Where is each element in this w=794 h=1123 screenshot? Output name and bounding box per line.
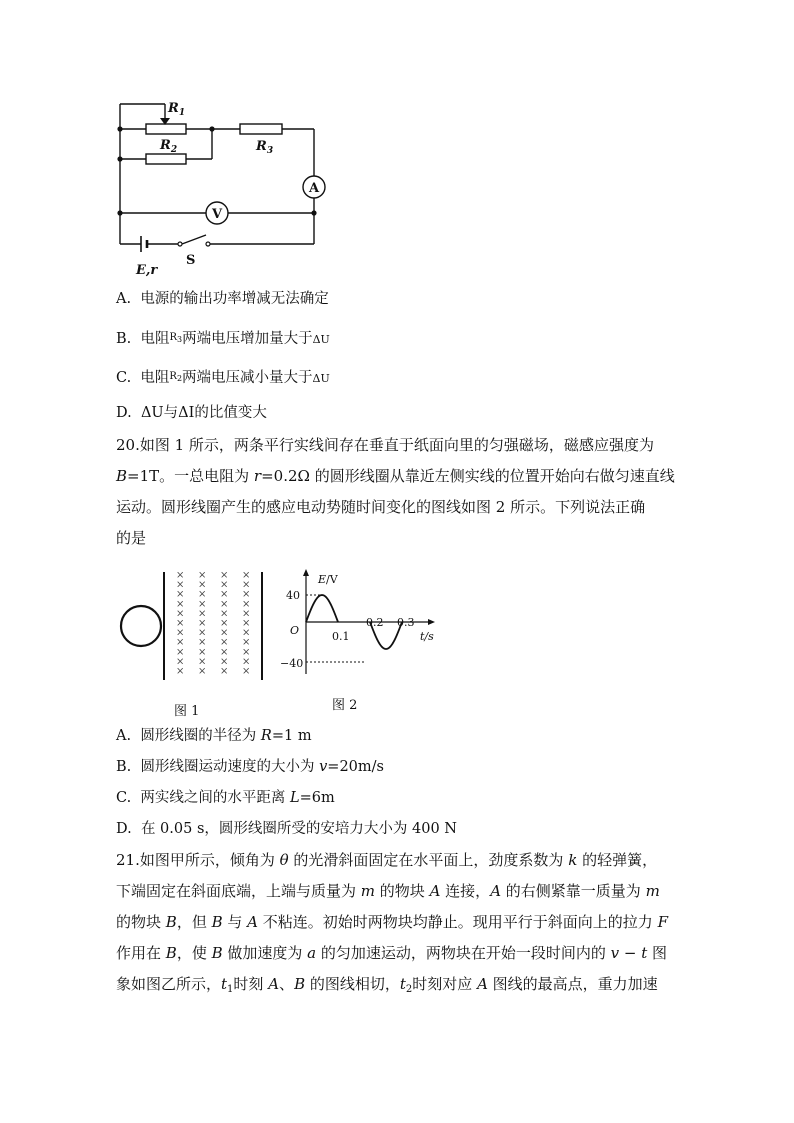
r1-resistor — [146, 124, 186, 134]
field-cross-mark: × — [242, 570, 251, 581]
field-cross-mark: × — [176, 589, 185, 601]
q19-option-c: C. 电阻$^R$2两端电压减小量大于ΔU — [116, 370, 330, 386]
field-cross-mark: × — [176, 637, 185, 649]
svg-text:E/V: E/V — [318, 573, 338, 586]
field-cross-mark: × — [220, 627, 229, 639]
q20-option-d: D. 在 0.05 s，圆形线圈所受的安培力大小为 400 N — [116, 821, 457, 837]
field-cross-mark: × — [220, 570, 229, 581]
field-cross-mark: × — [220, 666, 229, 677]
x-tick-0.1: 0.1 — [332, 630, 350, 643]
q20-line-4: 的是 — [116, 529, 147, 547]
q20-line-1: 20.如图 1 所示，两条平行实线间存在垂直于纸面向里的匀强磁场，磁感应强度为 — [116, 436, 654, 454]
q21-line-5: 象如图乙所示，$t_1$时刻 A、B 的图线相切，$t_2$时刻对应 A 图线的最高点，重力加速 — [116, 975, 658, 995]
field-cross-mark: × — [242, 646, 251, 658]
svg-text:R3: $R_3$ — [256, 139, 274, 156]
field-cross-mark: × — [220, 598, 229, 610]
field-cross-mark: × — [176, 570, 185, 581]
q21-line-1: 21.如图甲所示，倾角为 θ 的光滑斜面固定在水平面上，劲度系数为 k 的轻弹簧， — [116, 851, 658, 869]
field-cross-mark: × — [198, 627, 207, 639]
field-crosses — [176, 570, 250, 677]
field-cross-mark: × — [220, 618, 229, 629]
field-cross-mark: × — [220, 608, 229, 620]
field-cross-mark: × — [198, 618, 207, 629]
figure-1-magnetic-field — [112, 566, 272, 684]
r3-resistor — [240, 124, 282, 134]
y-tick-neg40: −40 — [280, 657, 304, 670]
svg-text:S: S — [186, 253, 196, 268]
figure-2-graph — [280, 566, 450, 678]
field-cross-mark: × — [176, 627, 185, 639]
field-cross-mark: × — [198, 608, 207, 620]
field-cross-mark: × — [220, 579, 229, 591]
field-cross-mark: × — [198, 589, 207, 601]
origin-label: O — [290, 624, 300, 637]
field-cross-mark: × — [198, 637, 207, 649]
field-cross-mark: × — [176, 666, 185, 677]
field-cross-mark: × — [198, 656, 207, 668]
field-cross-mark: × — [220, 589, 229, 601]
q20-option-c: C. 两实线之间的水平距离 L=6m — [116, 790, 335, 806]
q20-option-b: B. 圆形线圈运动速度的大小为 v=20m/s — [116, 759, 384, 775]
svg-text:R1: $R_1$ — [168, 101, 186, 118]
x-tick-0.2: 0.2 — [366, 616, 384, 629]
q21-line-2: 下端固定在斜面底端，上端与质量为 m 的物块 A 连接，A 的右侧紧靠一质量为 m — [116, 882, 660, 900]
field-cross-mark: × — [220, 656, 229, 668]
field-cross-mark: × — [220, 646, 229, 658]
coil-circle — [121, 606, 161, 646]
field-cross-mark: × — [242, 579, 251, 591]
field-cross-mark: × — [242, 627, 251, 639]
field-cross-mark: × — [176, 608, 185, 620]
field-cross-mark: × — [242, 637, 251, 649]
figure-2-caption: 图 2 — [332, 698, 358, 713]
field-cross-mark: × — [176, 579, 185, 591]
field-cross-mark: × — [242, 656, 251, 668]
q20-line-3: 运动。圆形线圈产生的感应电动势随时间变化的图线如图 2 所示。下列说法正确 — [116, 498, 646, 516]
q20-option-a: A. 圆形线圈的半径为 R=1 m — [116, 728, 312, 744]
svg-text:E,r: E,r — [136, 263, 158, 278]
svg-text:R2: $R_2$ — [160, 138, 178, 155]
field-cross-mark: × — [220, 637, 229, 649]
field-cross-mark: × — [198, 579, 207, 591]
field-cross-mark: × — [198, 570, 207, 581]
q19-option-d: D. ΔU与ΔI的比值变大 — [116, 405, 267, 421]
field-cross-mark: × — [176, 598, 185, 610]
field-cross-mark: × — [176, 646, 185, 658]
r2-resistor — [146, 154, 186, 164]
field-cross-mark: × — [176, 618, 185, 629]
q21-line-3: 的物块 B，但 B 与 A 不粘连。初始时两物块均静止。现用平行于斜面向上的拉力 F — [116, 913, 668, 931]
field-cross-mark: × — [242, 589, 251, 601]
svg-text:A: A — [308, 181, 320, 196]
q21-line-4: 作用在 B，使 B 做加速度为 a 的匀加速运动，两物块在开始一段时间内的 v − t 图 — [116, 944, 668, 962]
q20-line-2: B=1T。一总电阻为 r=0.2Ω 的圆形线圈从靠近左侧实线的位置开始向右做匀速直线 — [116, 467, 675, 485]
field-cross-mark: × — [242, 598, 251, 610]
q19-option-b: B. 电阻$^R$3两端电压增加量大于ΔU — [116, 331, 330, 347]
field-cross-mark: × — [198, 646, 207, 658]
q19-option-a: A. 电源的输出功率增减无法确定 — [116, 291, 329, 307]
x-axis-arrow-icon — [428, 619, 435, 625]
field-cross-mark: × — [198, 598, 207, 610]
field-cross-mark: × — [242, 666, 251, 677]
y-tick-40: 40 — [286, 589, 300, 602]
svg-text:V: V — [211, 207, 223, 222]
field-cross-mark: × — [198, 666, 207, 677]
circuit-diagram — [110, 92, 330, 282]
field-cross-mark: × — [242, 618, 251, 629]
field-cross-mark: × — [176, 656, 185, 668]
x-tick-0.3: 0.3 — [397, 616, 415, 629]
x-label: t/s — [420, 630, 434, 643]
figure-1-caption: 图 1 — [174, 704, 200, 719]
field-cross-mark: × — [242, 608, 251, 620]
y-axis-arrow-icon — [303, 569, 309, 576]
